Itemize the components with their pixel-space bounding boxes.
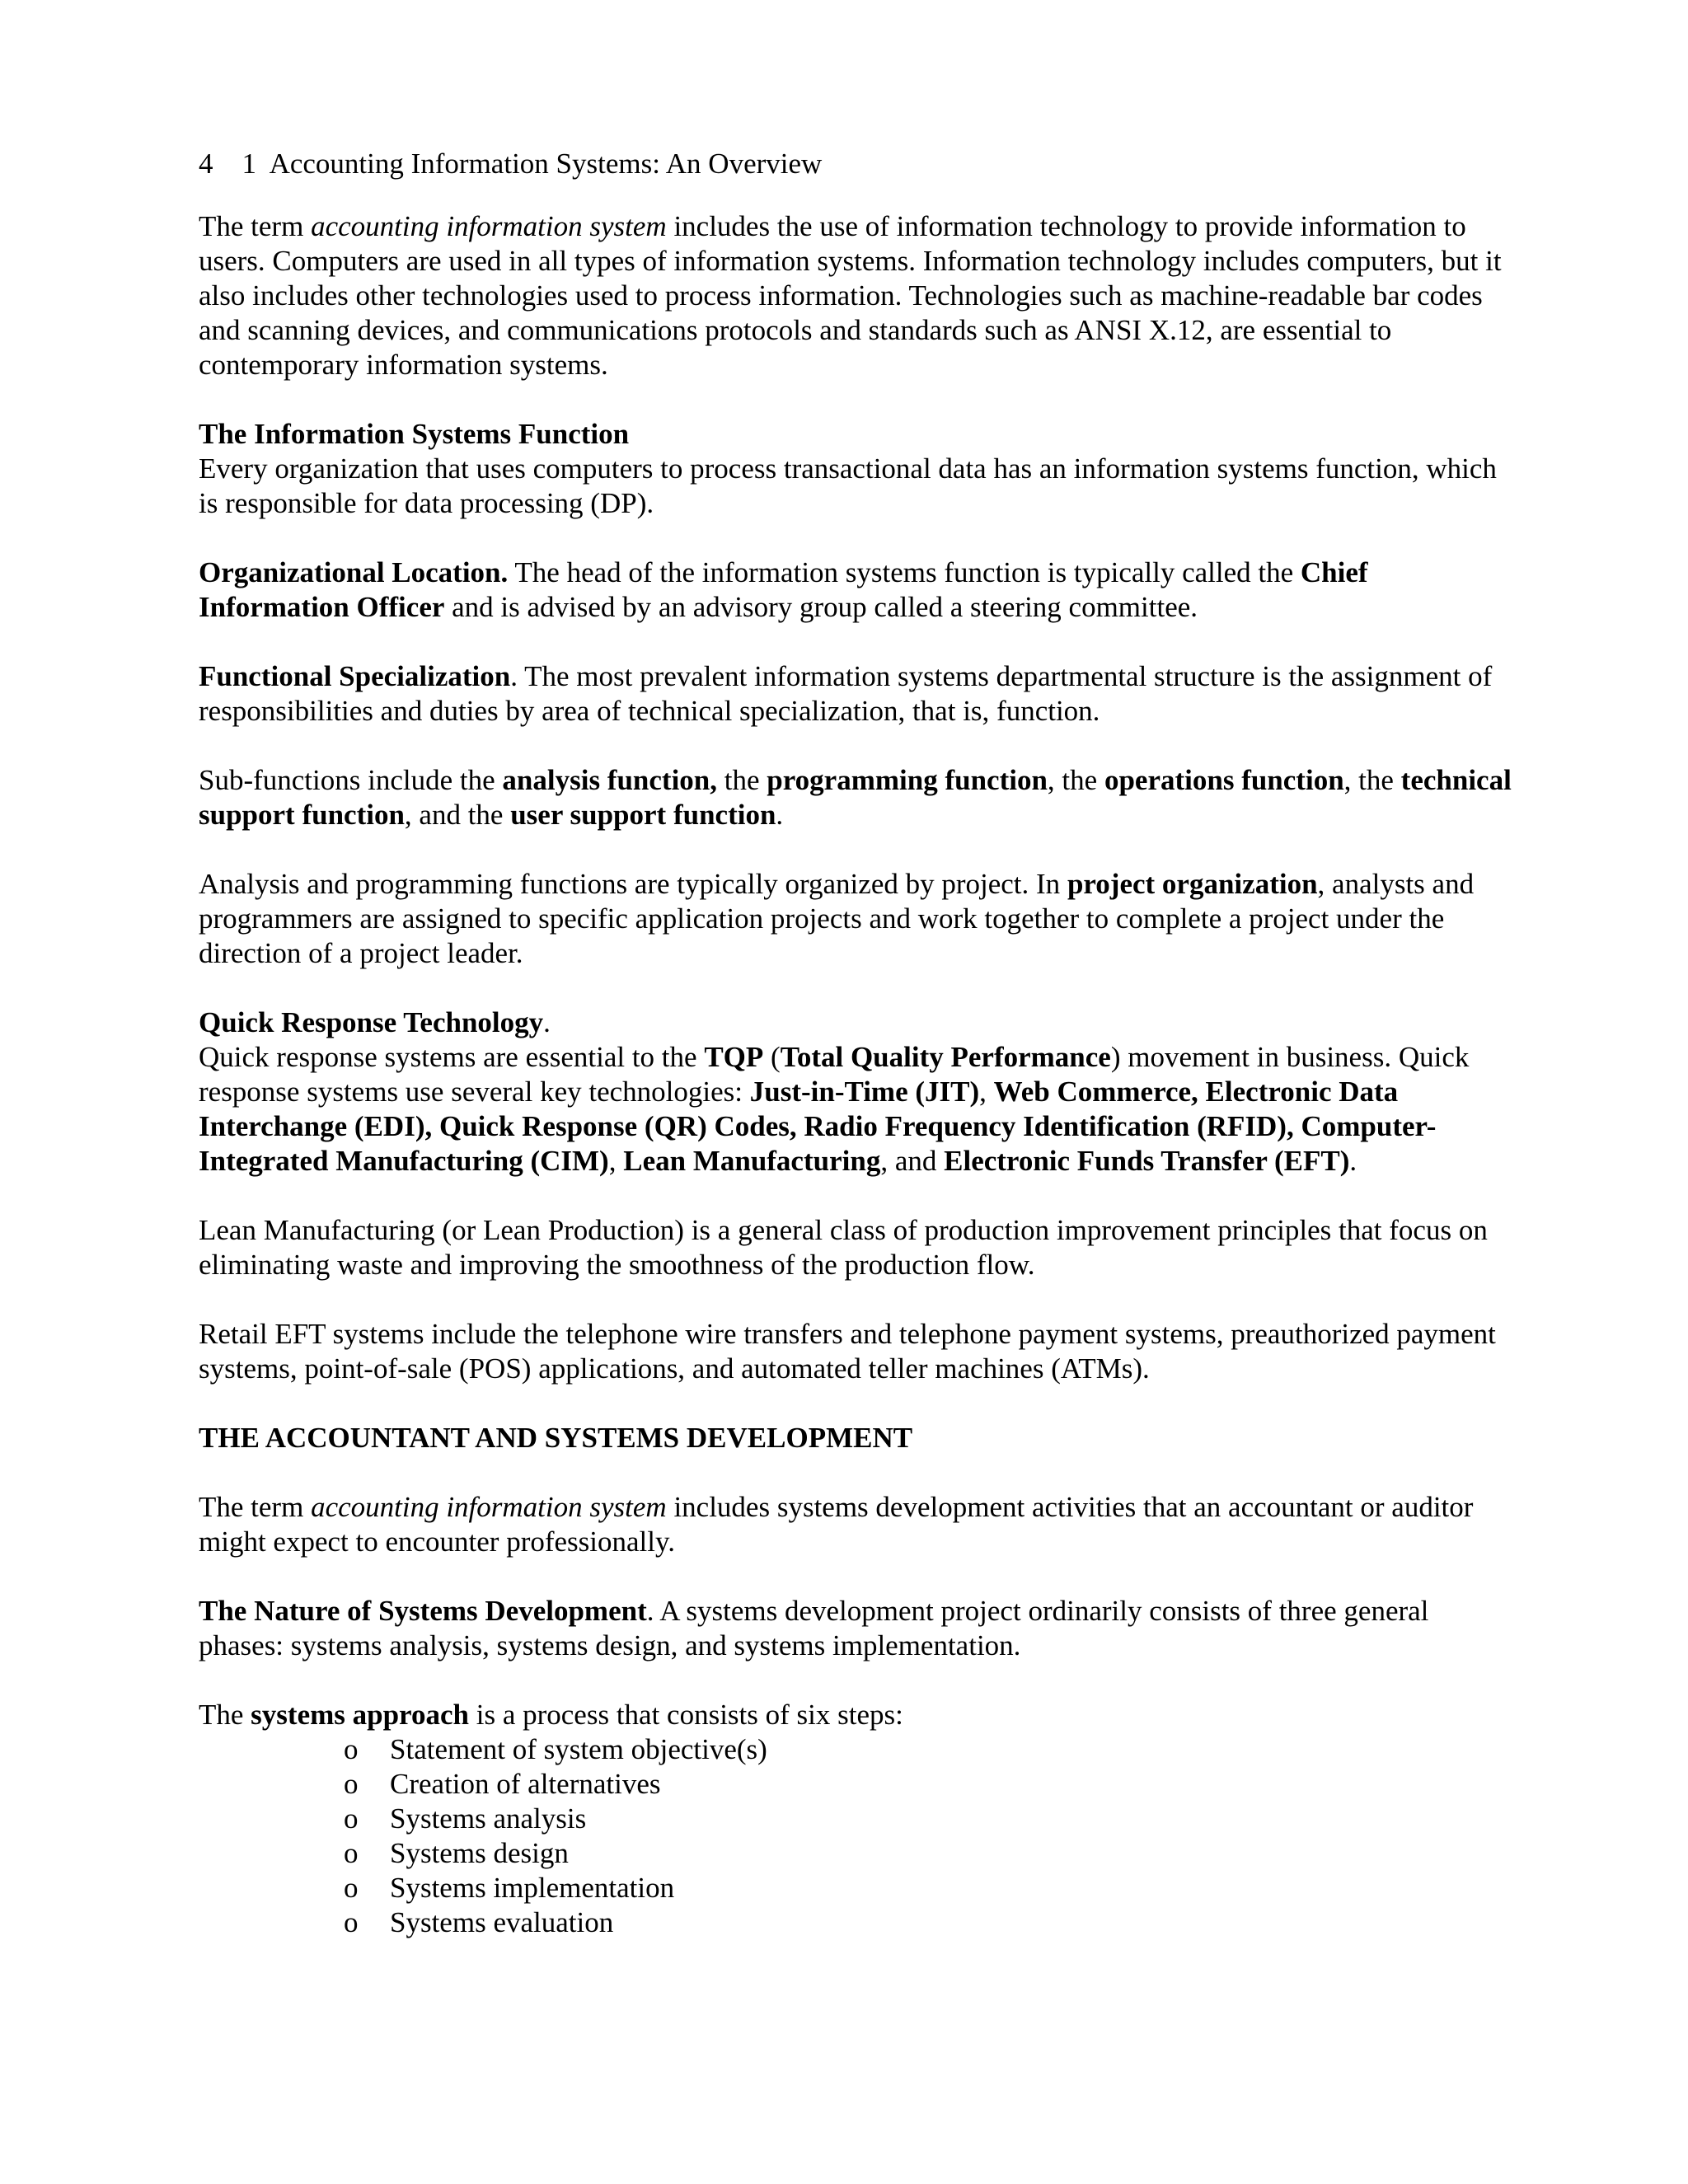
text-run: includes the use of information technology to provide information to users. Computers are used in all types of information systems. Information technology includes computers, but it also includes other technologies used to process information. Technologies such as machine-readable bar codes and scanning devices, and communications protocols and standards such as ANSI X.12, are essential to contemporary information systems. <box>199 210 1502 381</box>
text-run: Analysis and programming functions are typically organized by project. In <box>199 868 1067 900</box>
text-run: . <box>776 799 784 831</box>
text-run: . <box>543 1006 551 1038</box>
sub-functions-paragraph <box>199 763 1517 832</box>
bold-term: operations function <box>1104 764 1344 796</box>
text-run: . <box>1349 1145 1357 1177</box>
is-function-paragraph: Every organization that uses computers to process transactional data has an information systems function, which is responsible for data processing (DP). <box>199 452 1497 519</box>
text-run: , analysts and programmers are assigned to specific application projects and work together to complete a project under the direction of a project leader. <box>199 868 1475 969</box>
text-run: The <box>199 1699 251 1731</box>
text-run: the <box>717 764 767 796</box>
text-run: ) movement in business. Quick response systems use several key technologies: <box>199 1041 1470 1108</box>
text-run: is a process that consists of six steps: <box>468 1699 903 1731</box>
list-item-text: Systems implementation <box>390 1872 675 1904</box>
bold-term: Electronic Funds Transfer (EFT) <box>944 1145 1350 1177</box>
list-item <box>344 1836 1517 1871</box>
bold-term: programming function <box>767 764 1048 796</box>
section-heading-accountant: THE ACCOUNTANT AND SYSTEMS DEVELOPMENT <box>199 1422 913 1454</box>
text-run: Quick response systems are essential to the <box>199 1041 705 1073</box>
bold-term: Just-in-Time (JIT) <box>749 1076 980 1108</box>
text-run: . The most prevalent information systems departmental structure is the assignment of responsibilities and duties by area of technical specialization, that is, function. <box>199 660 1493 727</box>
list-item <box>344 1767 1517 1802</box>
bold-term: Organizational Location. <box>199 556 509 588</box>
text-run: and is advised by an advisory group called a steering committee. <box>444 591 1198 623</box>
bold-term: systems approach <box>251 1699 469 1731</box>
nature-of-development-paragraph <box>199 1594 1517 1663</box>
bold-term: user support function <box>510 799 776 831</box>
text-run: , the <box>1047 764 1104 796</box>
list-item-text: Systems evaluation <box>390 1906 614 1938</box>
bold-term: Web Commerce, Electronic Data Interchange (EDI), Quick Response (QR) Codes, Radio Frequency Identification (RFID), Computer-Integrated Manufacturing (CIM) <box>199 1076 1437 1177</box>
intro-paragraph <box>199 209 1517 382</box>
org-location-paragraph <box>199 555 1517 625</box>
section-heading-qrt <box>199 1005 1517 1040</box>
bullet-icon: o <box>344 1733 359 1765</box>
bold-term: The Nature of Systems Development <box>199 1595 647 1627</box>
text-run: Sub-functions include the <box>199 764 503 796</box>
bold-term: Lean Manufacturing <box>623 1145 881 1177</box>
text-run: , <box>608 1145 624 1177</box>
italic-term: accounting information system <box>311 210 667 242</box>
project-organization-paragraph <box>199 867 1517 971</box>
section-heading-is-function: The Information Systems Function <box>199 418 630 450</box>
bold-term: Functional Specialization <box>199 660 511 692</box>
list-item <box>344 1732 1517 1767</box>
text-run: includes systems development activities that an accountant or auditor might expect to encounter professionally. <box>199 1491 1474 1558</box>
document-page <box>199 147 1517 1940</box>
bullet-icon: o <box>344 1906 359 1938</box>
chapter-number: 1 <box>241 148 256 180</box>
lean-manufacturing-paragraph: Lean Manufacturing (or Lean Production) is a general class of production improvement principles that focus on eliminating waste and improving the smoothness of the production flow. <box>199 1214 1488 1281</box>
list-item <box>344 1802 1517 1836</box>
ais-development-paragraph <box>199 1490 1517 1559</box>
text-run: The head of the information systems function is typically called the <box>508 556 1301 588</box>
list-item <box>344 1871 1517 1905</box>
list-item-text: Statement of system objective(s) <box>390 1733 767 1765</box>
functional-specialization-paragraph <box>199 659 1517 729</box>
bold-term: technical support function <box>199 764 1512 831</box>
text-run: The term <box>199 1491 312 1523</box>
bold-term: Total Quality Performance <box>780 1041 1111 1073</box>
bullet-icon: o <box>344 1802 359 1835</box>
systems-approach-steps-list <box>199 1732 1517 1940</box>
bullet-icon: o <box>344 1872 359 1904</box>
list-item <box>344 1905 1517 1940</box>
italic-term: accounting information system <box>311 1491 667 1523</box>
page-number: 4 <box>199 148 213 180</box>
bold-term: Quick Response Technology <box>199 1006 544 1038</box>
bold-term: TQP <box>704 1041 764 1073</box>
chapter-title: Accounting Information Systems: An Overview <box>269 148 823 180</box>
text-run: ( <box>763 1041 781 1073</box>
list-item-text: Systems design <box>390 1837 569 1869</box>
list-item-text: Creation of alternatives <box>390 1768 661 1800</box>
qrt-paragraph <box>199 1040 1517 1179</box>
systems-approach-paragraph <box>199 1698 1517 1732</box>
bullet-icon: o <box>344 1768 359 1800</box>
retail-eft-paragraph: Retail EFT systems include the telephone wire transfers and telephone payment systems, preauthorized payment systems, point-of-sale (POS) applications, and automated teller machines (ATMs). <box>199 1318 1496 1385</box>
text-run: , and <box>880 1145 945 1177</box>
bold-term: project organization <box>1067 868 1318 900</box>
text-run: , the <box>1343 764 1401 796</box>
running-header <box>199 147 1517 181</box>
bold-term: analysis function, <box>502 764 718 796</box>
text-run: , <box>979 1076 994 1108</box>
text-run: The term <box>199 210 312 242</box>
bullet-icon: o <box>344 1837 359 1869</box>
text-run: , and the <box>404 799 511 831</box>
list-item-text: Systems analysis <box>390 1802 587 1835</box>
bold-term: Chief Information Officer <box>199 556 1368 623</box>
text-run: . A systems development project ordinarily consists of three general phases: systems analysis, systems design, and systems implementation. <box>199 1595 1429 1661</box>
